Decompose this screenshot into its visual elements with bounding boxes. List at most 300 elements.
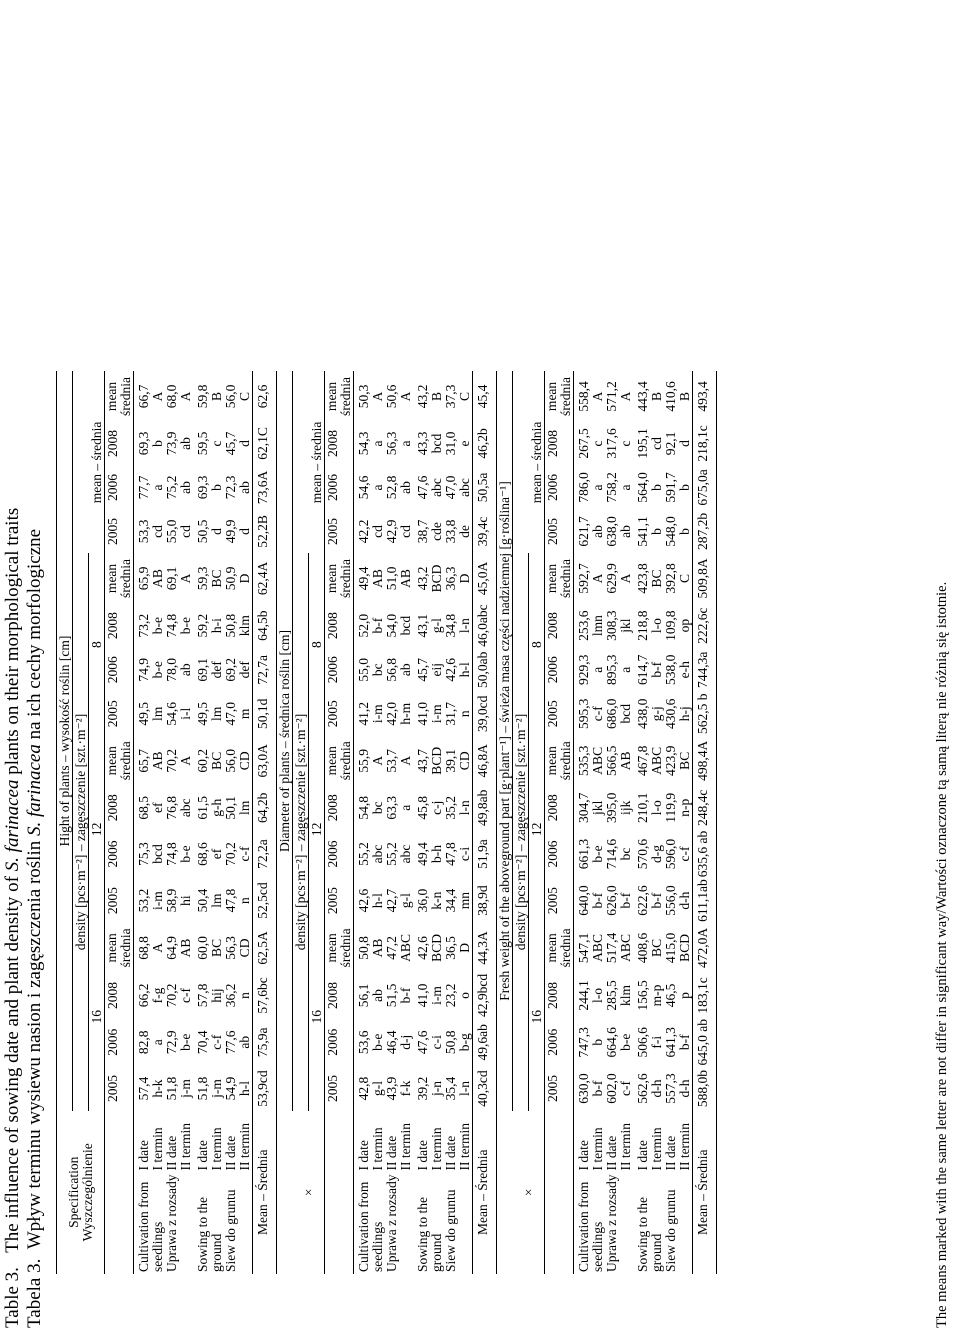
value-cell — [385, 603, 413, 647]
letter: A — [618, 573, 633, 584]
letter: c-j — [429, 800, 444, 815]
letter: n — [237, 992, 252, 999]
value: 541,1 — [635, 516, 650, 547]
letter: k-n — [429, 891, 444, 910]
spacer-cell — [513, 371, 529, 553]
date-en: II date — [604, 1135, 619, 1171]
letter: h-l — [457, 662, 472, 678]
date-en: I date — [356, 1140, 371, 1171]
value: 60,2 — [195, 748, 210, 773]
value-cell — [633, 553, 664, 603]
letter: BC — [209, 751, 224, 770]
value-cell — [385, 1018, 413, 1067]
letter: BC — [649, 569, 664, 588]
value-cell — [574, 973, 606, 1018]
row-date-label — [224, 1111, 253, 1173]
value-cell — [354, 371, 386, 421]
year-header: 2008 — [105, 603, 134, 647]
value-cell — [574, 553, 606, 603]
value-cell — [193, 923, 224, 973]
value-cell — [193, 371, 224, 421]
letter: d-h — [677, 1079, 692, 1098]
value-cell — [193, 603, 224, 647]
value: 50,8 — [443, 1030, 458, 1055]
letter: i-m — [150, 891, 165, 910]
value: 34,4 — [443, 888, 458, 913]
value: 758,2 — [604, 472, 619, 503]
mean-value: 562,5 b — [693, 692, 717, 736]
letter: ab — [237, 481, 252, 494]
mean-header-en: mean — [324, 381, 339, 412]
value: 59,3 — [195, 566, 210, 591]
value: 467,8 — [635, 745, 650, 776]
date-en: II date — [164, 1135, 179, 1171]
letter: c-f — [178, 988, 193, 1003]
letter: n — [457, 710, 472, 718]
letter: CD — [237, 938, 252, 958]
date-en: II date — [443, 1135, 458, 1171]
letter: a — [590, 484, 605, 491]
value-cell — [134, 553, 166, 603]
value: 59,2 — [195, 613, 210, 638]
value: 42,7 — [384, 888, 399, 913]
value: 535,3 — [576, 745, 591, 776]
value: 49,4 — [356, 566, 371, 591]
value-cell — [385, 465, 413, 509]
table-row — [605, 371, 633, 1274]
value-cell — [385, 648, 413, 692]
value: 42,6 — [443, 657, 458, 682]
times-cell — [293, 1111, 325, 1274]
value: 46,4 — [384, 1030, 399, 1055]
table-row — [134, 371, 166, 1274]
value-cell — [134, 692, 166, 736]
value: 47,8 — [443, 842, 458, 866]
mean-value: 744,3a — [693, 648, 717, 692]
letter: j-m — [209, 1079, 224, 1098]
letter: D — [457, 943, 472, 953]
value-cell — [444, 1067, 473, 1111]
value-cell — [444, 553, 473, 603]
value: 69,1 — [195, 657, 210, 682]
mean-header-pl: średnia — [338, 376, 353, 416]
value: 622,6 — [635, 885, 650, 916]
value-cell — [224, 923, 253, 973]
value-cell — [605, 786, 633, 830]
letter: abc — [398, 844, 413, 864]
value: 50,9 — [223, 566, 238, 591]
letter: bc — [370, 801, 385, 815]
letter: a — [618, 666, 633, 673]
letter: ABC — [649, 746, 664, 775]
year-header: 2008 — [325, 973, 354, 1018]
letter: abc — [370, 844, 385, 864]
value-cell — [354, 603, 386, 647]
caption-en-species: S. farinacea — [2, 779, 23, 872]
value-cell — [664, 465, 693, 509]
value: 55,0 — [356, 657, 371, 682]
value: 77,7 — [136, 475, 151, 500]
value: 36,2 — [223, 983, 238, 1008]
method-text: Sowing to the — [415, 1196, 430, 1272]
value: 56,0 — [223, 384, 238, 409]
value-cell — [633, 648, 664, 692]
letter: BCD — [677, 934, 692, 962]
letter: h-i — [209, 618, 224, 634]
letter: h-l — [370, 893, 385, 909]
letter: ab — [178, 481, 193, 494]
letter: b-g — [457, 1033, 472, 1052]
value: 74,8 — [164, 842, 179, 866]
value-cell — [413, 371, 444, 421]
letter: cde — [429, 522, 444, 541]
value: 47,2 — [384, 936, 399, 960]
value-cell — [444, 692, 473, 736]
letter: AB — [370, 569, 385, 588]
value-cell — [193, 509, 224, 553]
value-cell — [165, 648, 193, 692]
caption-en-prefix: Table 3. — [2, 1267, 23, 1328]
method-text: Siew do gruntu — [663, 1189, 678, 1272]
letter: A — [590, 573, 605, 584]
value: 55,2 — [384, 842, 399, 866]
letter: b — [209, 484, 224, 491]
value: 31,7 — [443, 701, 458, 726]
value-cell — [224, 648, 253, 692]
letter: C — [457, 391, 472, 401]
mean-value: 45,4 — [473, 371, 497, 421]
mean-header — [105, 736, 134, 786]
value-cell — [574, 786, 606, 830]
row-method-label — [224, 1173, 253, 1274]
value-cell — [165, 465, 193, 509]
spacer-cell — [497, 1111, 513, 1274]
method-text: Cultivation from — [356, 1181, 371, 1272]
value: 52,8 — [384, 475, 399, 500]
mean-value: 588,0b — [693, 1067, 717, 1111]
row-date-label — [633, 1111, 664, 1173]
letter: n — [237, 897, 252, 904]
letter: f-g — [150, 987, 165, 1004]
year-header: 2008 — [105, 786, 134, 830]
value-cell — [633, 421, 664, 465]
value: 443,4 — [635, 381, 650, 412]
date-en: II date — [663, 1135, 678, 1171]
letter: BC — [209, 938, 224, 957]
mean-row-label: Mean – Średnia — [473, 1111, 497, 1274]
value: 438,0 — [635, 698, 650, 729]
caption-pl — [24, 529, 46, 1328]
letter: d — [237, 528, 252, 535]
letter: g-h — [209, 798, 224, 817]
letter: a — [618, 484, 633, 491]
letter: b-f — [677, 1034, 692, 1051]
letter: def — [237, 661, 252, 679]
value-cell — [633, 973, 664, 1018]
method-text: ground — [209, 1233, 224, 1272]
year-header: 2005 — [545, 878, 574, 923]
value: 23,2 — [443, 983, 458, 1008]
value-cell — [134, 786, 166, 830]
value: 73,9 — [164, 431, 179, 456]
letter: g-j — [649, 706, 664, 722]
value: 36,3 — [443, 566, 458, 591]
letter: lm — [209, 706, 224, 721]
letter: b — [677, 484, 692, 491]
density-d16: 16 — [309, 923, 325, 1111]
mean-value: 44,3A — [473, 923, 497, 973]
density-d8: 8 — [89, 553, 105, 735]
value: 78,0 — [164, 657, 179, 682]
letter: jkl — [590, 800, 605, 815]
caption-en-text-post: plants on their morphological traits — [2, 507, 23, 780]
letter: l-o — [649, 618, 664, 634]
caption-pl-text: Wpływ terminu wysiewu nasion i zagęszczenia roślin — [24, 836, 45, 1250]
row-date-label — [664, 1111, 693, 1173]
letter: b — [649, 528, 664, 535]
value: 50,8 — [356, 936, 371, 960]
spec-header-en: Specification — [65, 1156, 81, 1228]
mean-value: 50,5a — [473, 465, 497, 509]
value-cell — [224, 878, 253, 923]
value: 285,5 — [604, 980, 619, 1011]
year-header: 2006 — [545, 830, 574, 879]
mean-value: 39,4c — [473, 509, 497, 553]
letter: ABC — [590, 746, 605, 775]
value-cell — [165, 509, 193, 553]
footnote: The means marked with the same letter are not differ in significant way/Wartości oznaczone tą samą literą nie różnią się istotnie. — [934, 581, 950, 1328]
value-cell — [633, 830, 664, 879]
table-row — [413, 371, 444, 1274]
mean-value: 45,0A — [473, 553, 497, 603]
letter: A — [178, 391, 193, 402]
value-cell — [193, 1067, 224, 1111]
value: 557,3 — [663, 1073, 678, 1104]
mean-value: 53,9cd — [253, 1067, 277, 1111]
letter: j-m — [178, 1079, 193, 1098]
mean-header — [105, 371, 134, 421]
value-cell — [574, 736, 606, 786]
letter: lm — [209, 893, 224, 908]
value-cell — [605, 923, 633, 973]
letter: cd — [150, 525, 165, 538]
value-cell — [574, 648, 606, 692]
value: 430,6 — [663, 698, 678, 729]
letter: lmn — [590, 615, 605, 637]
value-cell — [633, 878, 664, 923]
spacer-cell — [293, 371, 309, 553]
date-en: II date — [384, 1135, 399, 1171]
letter: c-i — [457, 846, 472, 862]
year-header: 2005 — [545, 692, 574, 736]
value: 570,6 — [635, 838, 650, 870]
mean-header — [325, 923, 354, 973]
value: 56,8 — [384, 657, 399, 682]
letter: AB — [398, 569, 413, 588]
letter: klm — [618, 984, 633, 1006]
row-date-label — [354, 1111, 386, 1173]
method-text: seedlings — [590, 1221, 605, 1272]
mean-header-pl: średnia — [558, 558, 573, 598]
letter: b — [677, 528, 692, 535]
value: 65,7 — [136, 748, 151, 773]
method-text: Uprawa z rozsady — [384, 1174, 399, 1272]
value: 686,0 — [604, 698, 619, 729]
value-cell — [224, 830, 253, 879]
letter: AB — [370, 938, 385, 958]
letter: bcd — [429, 433, 444, 454]
letter: A — [370, 755, 385, 766]
value: 66,2 — [136, 983, 151, 1008]
mean-value: 498,4A — [693, 736, 717, 786]
letter: g-l — [429, 618, 444, 634]
value-cell — [134, 830, 166, 879]
value-cell — [224, 692, 253, 736]
letter: AB — [150, 569, 165, 588]
year-header: 2006 — [325, 830, 354, 879]
value-cell — [134, 923, 166, 973]
mean-header — [325, 553, 354, 603]
value-cell — [605, 692, 633, 736]
letter: C — [237, 391, 252, 401]
mean-value: 218,1c — [693, 421, 717, 465]
mean-value: 62,5A — [253, 923, 277, 973]
mean-value: 635,6 ab — [693, 830, 717, 879]
mean-value: 287,2b — [693, 509, 717, 553]
value: 36,5 — [443, 936, 458, 960]
row-date-label — [193, 1111, 224, 1173]
caption-pl-text-post: na ich cechy morfologiczne — [24, 528, 45, 745]
letter: a — [590, 666, 605, 673]
letter: a — [398, 440, 413, 447]
value: 548,0 — [663, 516, 678, 547]
value-cell — [165, 830, 193, 879]
value-cell — [664, 1018, 693, 1067]
value-cell — [664, 692, 693, 736]
row-method-label — [193, 1173, 224, 1274]
value-cell — [413, 553, 444, 603]
date-pl: II termin — [457, 1122, 472, 1171]
value-cell — [413, 603, 444, 647]
mean-header — [325, 736, 354, 786]
row-method-label — [413, 1173, 444, 1274]
value: 54,9 — [223, 1076, 238, 1101]
value-cell — [444, 465, 473, 509]
value-cell — [224, 603, 253, 647]
value: 626,0 — [604, 885, 619, 916]
value: 602,0 — [604, 1073, 619, 1104]
year-header: 2006 — [325, 465, 354, 509]
value: 49,5 — [195, 701, 210, 726]
value: 119,9 — [663, 792, 678, 823]
caption-en — [2, 508, 24, 1328]
letter: l-n — [457, 800, 472, 816]
table-row — [224, 371, 253, 1274]
letter: d-g — [649, 845, 664, 864]
letter: A — [150, 391, 165, 402]
value-cell — [444, 878, 473, 923]
row-date-label — [385, 1111, 413, 1173]
value: 410,6 — [663, 381, 678, 412]
year-header: 2008 — [545, 786, 574, 830]
mean-value: 675,0a — [693, 465, 717, 509]
value: 61,5 — [195, 795, 210, 820]
mean-header-en: mean — [104, 746, 119, 776]
value-cell — [633, 1018, 664, 1067]
value: 50,6 — [384, 384, 399, 409]
value: 42,6 — [356, 888, 371, 913]
mean-header-pl: średnia — [338, 741, 353, 781]
mean-header — [545, 923, 574, 973]
value-cell — [224, 736, 253, 786]
years-row — [325, 371, 354, 1274]
value-cell — [165, 371, 193, 421]
value-cell — [633, 509, 664, 553]
method-text: Uprawa z rozsady — [164, 1174, 179, 1272]
letter: ab — [237, 1035, 252, 1049]
value-cell — [224, 509, 253, 553]
letter: c — [209, 440, 224, 447]
year-header: 2008 — [545, 421, 574, 465]
mean-header-pl: średnia — [558, 741, 573, 781]
density-header: density [pcs·m⁻²] – zagęszczenie [szt.·m⁻²] — [513, 553, 529, 1110]
date-en: I date — [195, 1140, 210, 1171]
value-cell — [193, 878, 224, 923]
value-cell — [134, 371, 166, 421]
section-title-row — [277, 371, 293, 1274]
mean-value: 493,4 — [693, 371, 717, 421]
value-cell — [574, 692, 606, 736]
value: 56,3 — [223, 936, 238, 960]
value-cell — [605, 973, 633, 1018]
value-cell — [664, 736, 693, 786]
value: 63,3 — [384, 795, 399, 820]
value-cell — [664, 509, 693, 553]
letter: B — [209, 391, 224, 401]
value-cell — [444, 736, 473, 786]
value: 68,0 — [164, 384, 179, 409]
value: 45,8 — [415, 795, 430, 820]
value: 517,4 — [604, 932, 619, 964]
value-cell — [633, 692, 664, 736]
letter: ab — [398, 663, 413, 677]
letter: b-e — [150, 661, 165, 679]
value: 43,1 — [415, 613, 430, 638]
value: 33,8 — [443, 519, 458, 544]
value-cell — [193, 465, 224, 509]
row-method-label — [664, 1173, 693, 1274]
year-header: 2006 — [545, 1018, 574, 1067]
value: 53,3 — [136, 519, 151, 544]
value-cell — [574, 465, 606, 509]
letter: d — [237, 440, 252, 447]
value-cell — [165, 421, 193, 465]
value-cell — [633, 465, 664, 509]
density-header: density [pcs·m⁻²] – zagęszczenie [szt.·m⁻²] — [73, 553, 89, 1110]
value-cell — [354, 509, 386, 553]
value-cell — [193, 421, 224, 465]
table-row — [633, 371, 664, 1274]
letter: c-f — [618, 1081, 633, 1097]
letter: ef — [209, 848, 224, 860]
value: 57,4 — [136, 1076, 151, 1101]
value-cell — [574, 830, 606, 879]
mean-value: 72,2a — [253, 830, 277, 879]
section-title-row — [57, 371, 73, 1274]
mean-value: 46,8A — [473, 736, 497, 786]
value-cell — [605, 878, 633, 923]
value: 53,2 — [136, 888, 151, 913]
